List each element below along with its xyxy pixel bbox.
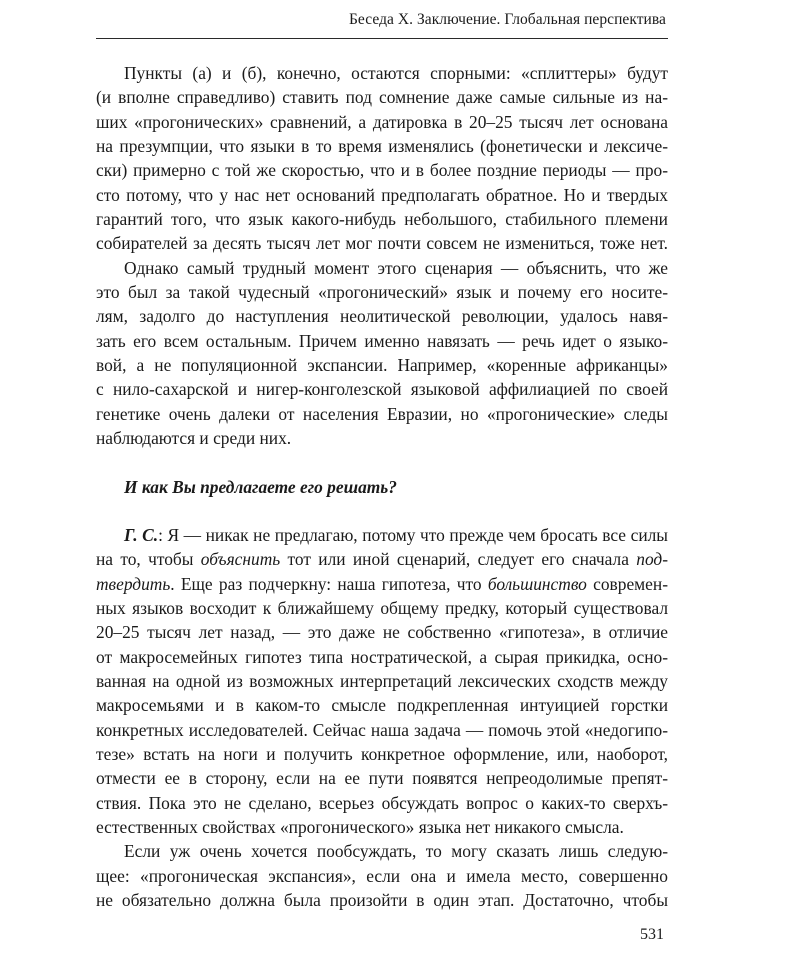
text-line: отмести ее в сторону, если на ее пути появятся непреодолимые препят-: [96, 768, 668, 789]
emphasis: под-: [636, 549, 668, 570]
emphasis: твердить: [96, 573, 171, 594]
text-line: тезе» встать на ноги и получить конкретное оформление, или, наоборот,: [96, 743, 668, 764]
question-text: И как Вы предлагаете его решать?: [124, 476, 397, 497]
text-line: наблюдаются и среди них.: [96, 428, 292, 449]
text-line: ных языков восходит к ближайшему общему предку, который существовал: [96, 597, 668, 618]
text-line: не обязательно должна была произойти в один этап. Достаточно, чтобы: [96, 890, 668, 910]
text-line: ски) примерно с той же скоростью, что и в более поздние периоды — про-: [96, 160, 668, 181]
paragraph-1: [96, 61, 668, 256]
text-line: ванная на одной из возможных интерпретаций лексических сходств между: [96, 670, 668, 691]
text-line: зать его всем остальным. Причем именно навязать — речь идет о языко-: [96, 330, 668, 351]
emphasis: большинство: [487, 573, 587, 594]
text-line: генетике очень далеки от населения Евразии, но «прогонические» следы: [96, 403, 668, 424]
speaker-label: Г. С.: [124, 524, 159, 545]
text-line: на презумпции, что языки в то время изменялись (фонетически и лексиче-: [96, 136, 668, 157]
section-gap: [96, 499, 668, 523]
text-line: щее: «прогоническая экспансия», если она и имела место, совершенно: [96, 865, 668, 886]
text-line: 20–25 тысяч лет назад, — это даже не собственно «гипотеза», в отличие: [96, 622, 668, 643]
text-line: Однако самый трудный момент этого сценария — объяснить, что же: [124, 257, 668, 278]
text-line: на то, чтобы объяснить тот или иной сценарий, следует его сначала под-: [96, 549, 668, 570]
text-line: Пункты (а) и (б), конечно, остаются спорными: «сплиттеры» будут: [124, 63, 668, 83]
text-line: собирателей за десять тысяч лет мог почти совсем не измениться, тоже нет.: [96, 233, 668, 254]
text-line: вой, а не популяционной экспансии. Например, «коренные африканцы»: [96, 355, 668, 376]
paragraph-4: [96, 839, 668, 912]
text-line: лям, задолго до наступления неолитической революции, удалось навя-: [96, 306, 668, 327]
text-line: макросемьями и в каком-то смысле подкрепленная интуицией горстки: [96, 695, 668, 716]
text-line: от макросемейных гипотез типа ностратической, а сырая прикидка, осно-: [96, 646, 668, 667]
text-line: Если уж очень хочется пообсуждать, то могу сказать лишь следую-: [124, 841, 668, 862]
emphasis: объяснить: [200, 549, 281, 570]
text-line: это был за такой чудесный «прогонический» язык и почему его носите-: [96, 282, 668, 303]
text-line: твердить. Еще раз подчеркну: наша гипотеза, что большинство современ-: [96, 573, 668, 594]
text-line: конкретных исследователей. Сейчас наша задача — помочь этой «недогипо-: [96, 719, 668, 740]
text-line: ших «прогонических» сравнений, а датировка в 20–25 тысяч лет основана: [96, 111, 668, 132]
text-line: сто потому, что у нас нет оснований предполагать обратное. Но и твердых: [96, 184, 668, 205]
page-body: [96, 61, 668, 912]
interview-question: [96, 475, 668, 499]
answer-paragraph: [96, 523, 668, 839]
text-line: с нило-сахарской и нигер-конголезской языковой аффилиацией по своей: [96, 379, 668, 400]
text-line: Г. С.: Я — никак не предлагаю, потому что прежде чем бросать все силы: [124, 524, 668, 545]
page-number: 531: [640, 926, 664, 943]
text-line: естественных свойствах «прогонического» языка нет никакого смысла.: [96, 816, 624, 837]
text-line: ствия. Пока это не сделано, всерьез обсуждать вопрос о каких-то сверхъ-: [96, 792, 668, 813]
header-rule: [96, 38, 668, 39]
section-gap: [96, 451, 668, 475]
text-line: гарантий того, что язык какого-нибудь небольшого, стабильного племени: [96, 209, 668, 230]
paragraph-2: [96, 256, 668, 451]
text-line: (и вполне справедливо) ставить под сомнение даже самые сильные из на-: [96, 87, 668, 108]
running-header: Беседа Х. Заключение. Глобальная перспектива: [348, 11, 666, 28]
